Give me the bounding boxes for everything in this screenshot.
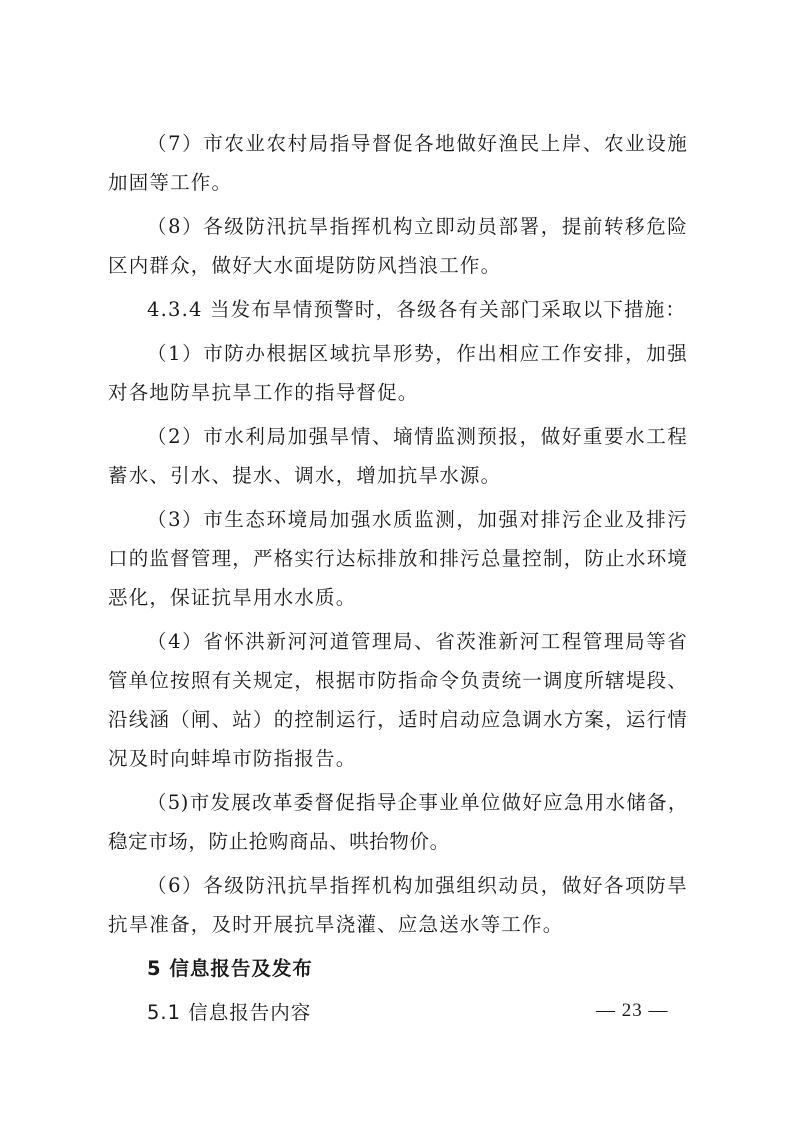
subsection-heading: 5.1 信息报告内容: [147, 1001, 312, 1024]
paragraph-ecology-environment-bureau: （3）市生态环境局加强水质监测，加强对排污企业及排污口的监督管理，严格实行达标排放和排污总量控制，防止水环境恶化，保证抗旱用水水质。: [108, 508, 688, 609]
document-body: [108, 124, 688, 1032]
paragraph-flood-command-evacuation: （8）各级防汛抗旱指挥机构立即动员部署，提前转移危险区内群众，做好大水面堤防防风挡浪工作。: [108, 215, 688, 277]
paragraph-drought-warning-intro: 4.3.4 当发布旱情预警时，各级各有关部门采取以下措施：: [147, 298, 687, 321]
paragraph-flood-office: （1）市防办根据区域抗旱形势，作出相应工作安排，加强对各地防旱抗旱工作的指导督促。: [108, 342, 688, 404]
paragraph-water-resources-bureau: （2）市水利局加强旱情、墒情监测预报，做好重要水工程蓄水、引水、提水、调水，增加抗旱水源。: [108, 425, 688, 487]
section-heading: 5 信息报告及发布: [147, 957, 313, 980]
page-number: — 23 —: [596, 1000, 669, 1021]
paragraph-river-management-bureaus: （4）省怀洪新河河道管理局、省茨淮新河工程管理局等省管单位按照有关规定，根据市防指命令负责统一调度所辖堤段、沿线涵（闸、站）的控制运行，适时启动应急调水方案，运行情况及时向蚌埠市防指报告。: [108, 630, 688, 770]
paragraph-development-reform-commission: （5)市发展改革委督促指导企事业单位做好应急用水储备，稳定市场，防止抢购商品、哄抬物价。: [108, 791, 688, 853]
paragraph-agriculture-bureau: （7）市农业农村局指导督促各地做好渔民上岸、农业设施加固等工作。: [108, 132, 688, 194]
paragraph-drought-mobilization: （6）各级防汛抗旱指挥机构加强组织动员，做好各项防旱抗旱准备，及时开展抗旱浇灌、应急送水等工作。: [108, 874, 688, 936]
